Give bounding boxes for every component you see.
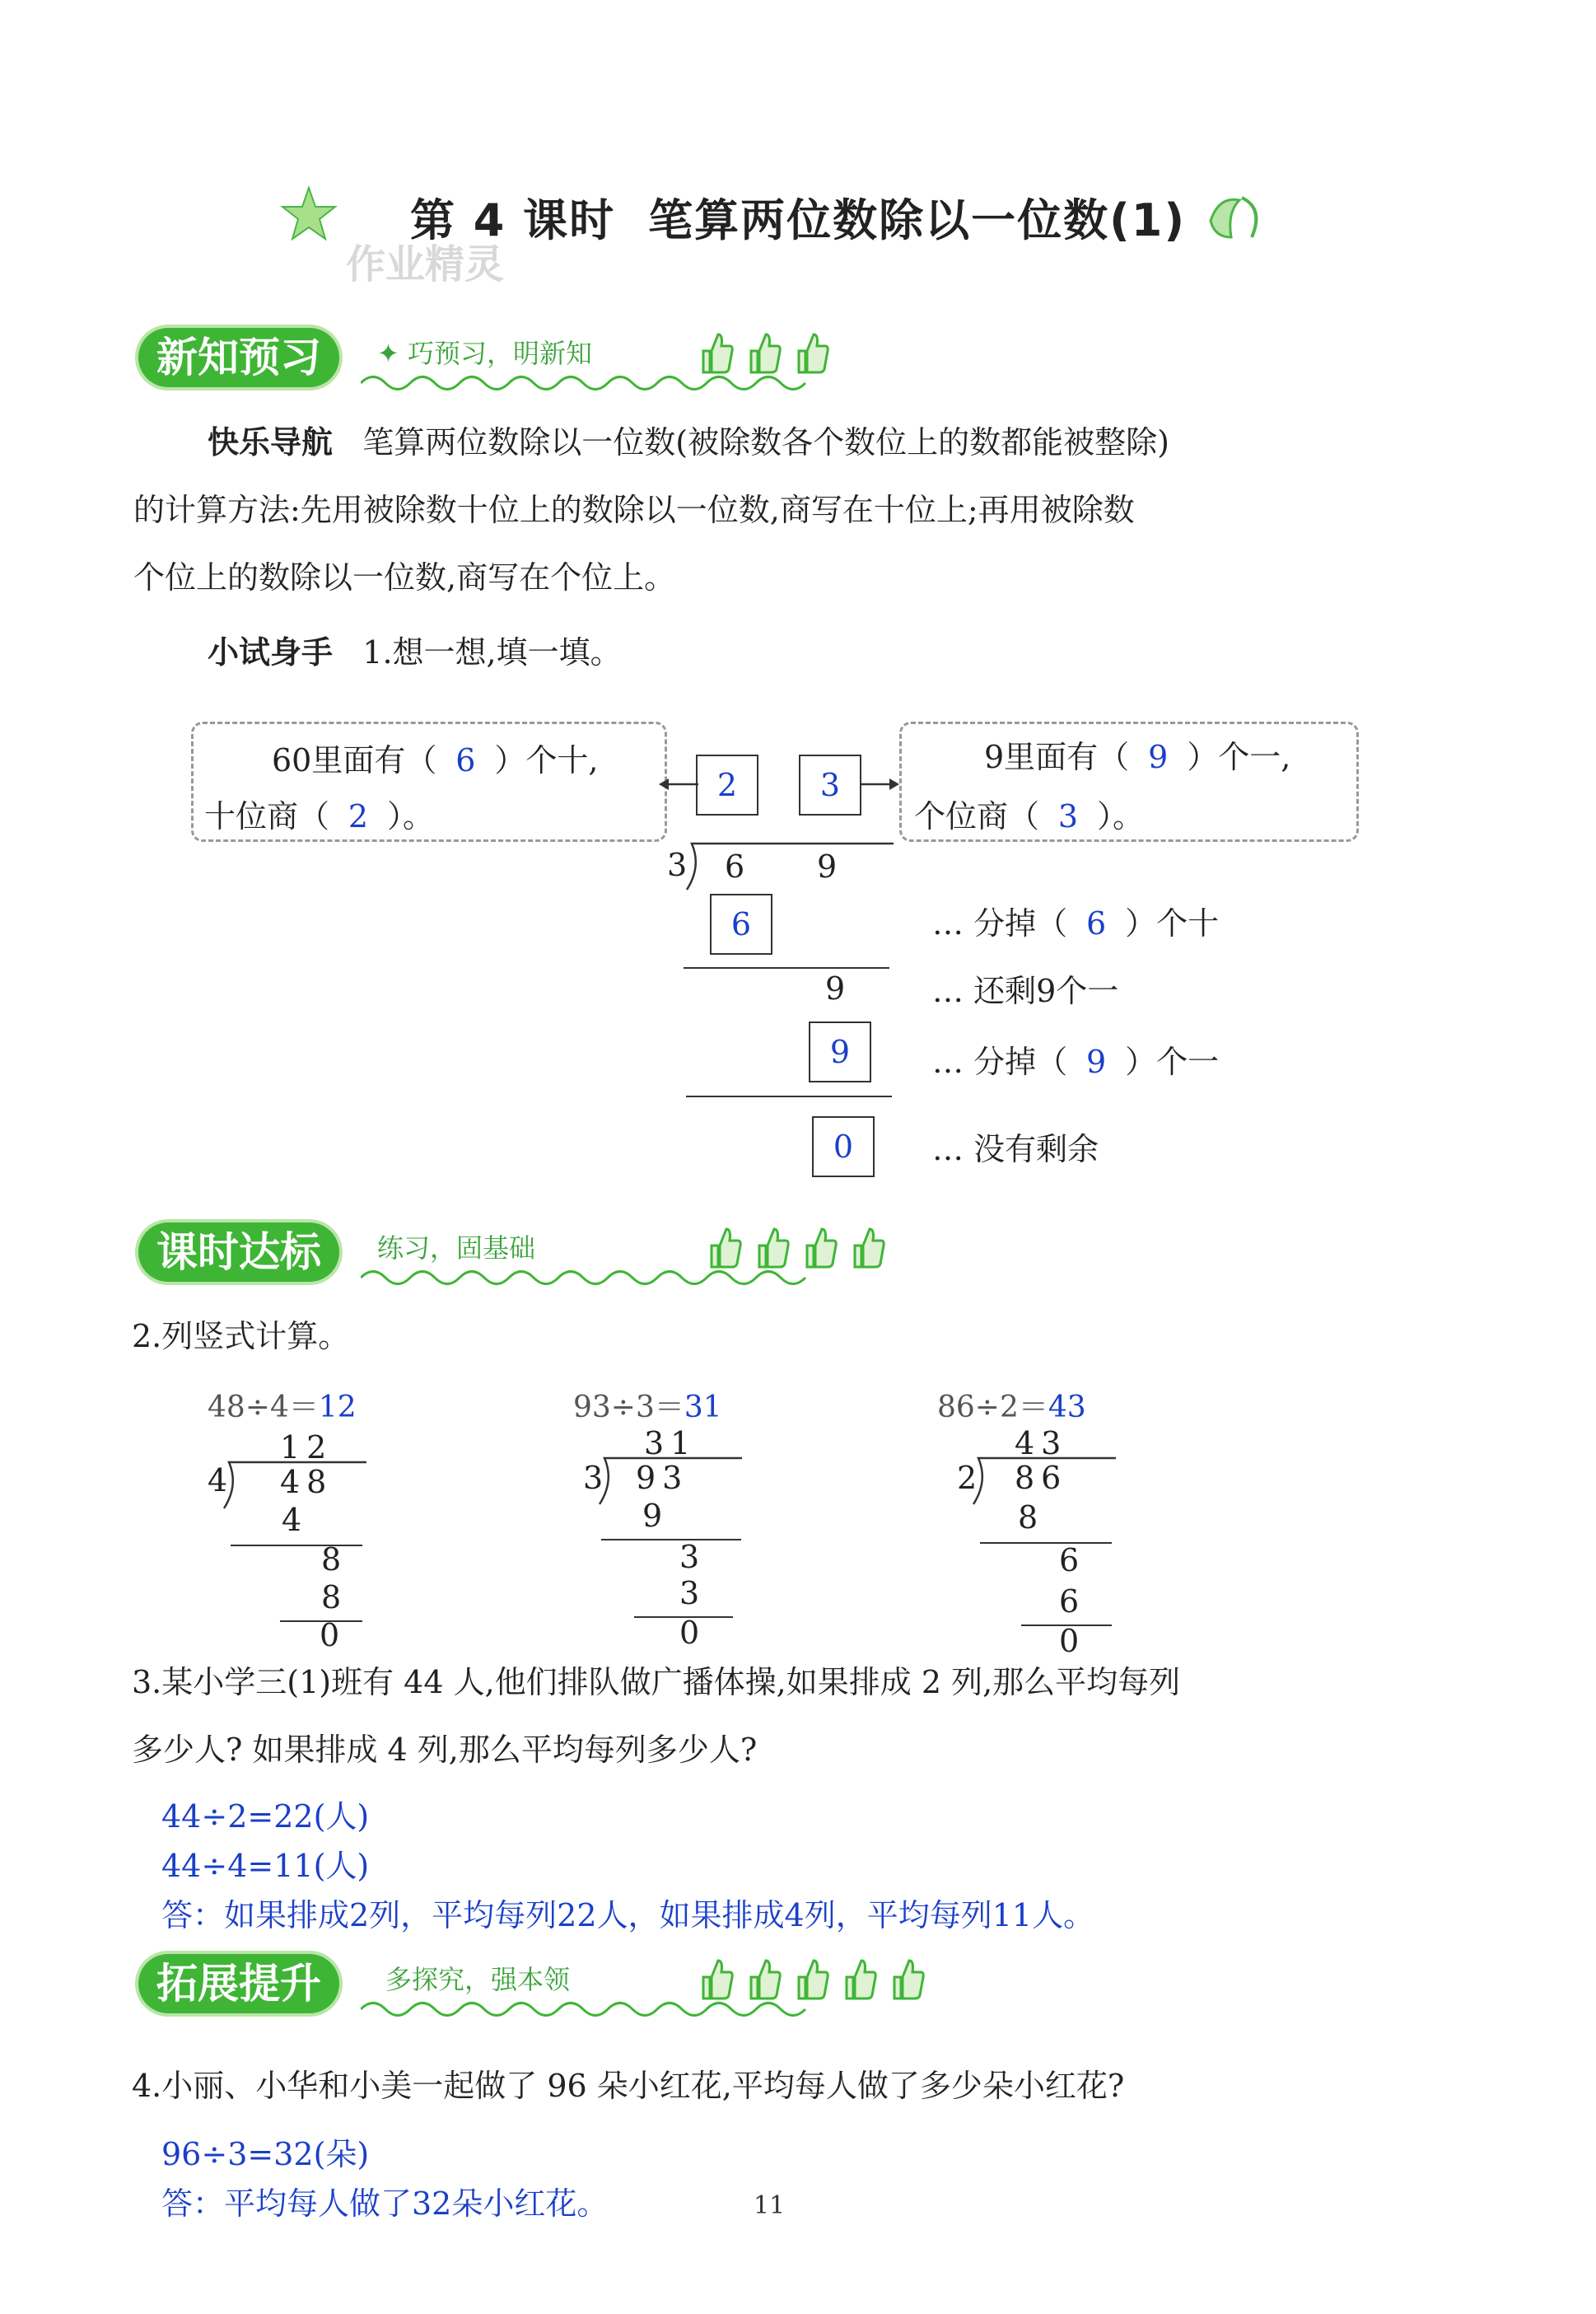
note-3: … 分掉（ 9 ）个一 xyxy=(932,1044,1220,1080)
section-slogan: ✦ 巧预习，明新知 xyxy=(377,338,592,369)
ones-text-line2: 个位商（ 3 ）。 xyxy=(914,798,1145,834)
thumbs-up-icon xyxy=(794,330,830,376)
thumbs-up-icon xyxy=(794,1956,830,2002)
question-3 xyxy=(132,1648,1482,1784)
trial-label: 小试身手 xyxy=(208,634,334,671)
page-title xyxy=(0,185,1596,249)
divisor: 3 xyxy=(667,847,688,883)
expr-1: 48÷4＝12 xyxy=(208,1391,357,1424)
guide-line-3: 个位上的数除以一位数,商写在个位上。 xyxy=(133,559,676,596)
answer-blank: 2 xyxy=(348,798,369,834)
page-number: 11 xyxy=(754,2191,786,2220)
guide-line-1: 笔算两位数除以一位数(被除数各个数位上的数都能被整除) xyxy=(362,424,1169,460)
thumbs-up-icon xyxy=(707,1224,743,1270)
section-banner-extension xyxy=(138,1954,1003,2020)
q4-answer-1: 96÷3=32(朵) xyxy=(161,2136,370,2172)
thumbs-up-icon xyxy=(746,330,782,376)
tens-text-line2: 十位商（ 2 ）。 xyxy=(204,798,435,834)
section-slogan: 练习，固基础 xyxy=(377,1232,536,1264)
quotient-ones-box: 3 xyxy=(799,755,861,816)
guide-label: 快乐导航 xyxy=(208,424,334,460)
answer-blank: 6 xyxy=(455,742,476,778)
divider-line xyxy=(684,967,889,969)
ones-text-line1: 9里面有（ 9 ）个一, xyxy=(984,739,1291,775)
note-2: … 还剩9个一 xyxy=(932,973,1119,1009)
q4-answer-2: 答：平均每人做了32朵小红花。 xyxy=(161,2185,609,2222)
question-1: 1.想一想,填一填。 xyxy=(362,634,622,671)
guide-paragraph xyxy=(133,408,1468,612)
divider-line xyxy=(686,1096,892,1097)
trial-heading xyxy=(208,618,622,687)
section-badge: 新知预习 xyxy=(138,328,339,387)
section-badge: 拓展提升 xyxy=(138,1954,339,2013)
section-banner-practice xyxy=(138,1222,962,1288)
q3-answer-2: 44÷4=11(人) xyxy=(161,1848,370,1884)
q3-line-2: 多少人? 如果排成 4 列,那么平均每列多少人? xyxy=(132,1732,758,1768)
dividend-ones: 9 xyxy=(817,848,838,885)
question-2: 2.列竖式计算。 xyxy=(132,1318,350,1354)
thumbs-up-icon xyxy=(698,330,735,376)
guide-line-2: 的计算方法:先用被除数十位上的数除以一位数,商写在十位上;再用被除数 xyxy=(133,492,1135,528)
answer-blank: 9 xyxy=(1148,739,1169,775)
tens-text-line1: 60里面有（ 6 ）个十, xyxy=(272,742,599,778)
question-4: 4.小丽、小华和小美一起做了 96 朵小红花,平均每人做了多少朵小红花? xyxy=(132,2068,1125,2104)
subtract-tens-box: 6 xyxy=(710,894,772,955)
section-badge: 课时达标 xyxy=(138,1222,339,1282)
lesson-number: 第 4 课时 xyxy=(409,194,616,246)
arrow-right-icon xyxy=(858,774,899,794)
arrow-left-icon xyxy=(659,774,700,794)
answer-blank: 3 xyxy=(1057,798,1079,834)
vertical-calc-1: 12 4 48 4 8 8 0 xyxy=(198,1429,395,1660)
thumbs-up-icon xyxy=(850,1224,886,1270)
subtract-ones-box: 9 xyxy=(809,1021,871,1082)
section-banner-preview xyxy=(138,328,880,394)
quotient-tens-box: 2 xyxy=(696,755,758,816)
division-bracket xyxy=(684,842,898,891)
section-slogan: 多探究，强本领 xyxy=(385,1964,571,1995)
dividend-tens: 6 xyxy=(725,848,745,885)
thumbs-up-icon xyxy=(754,1224,791,1270)
thumbs-up-icon xyxy=(842,1956,878,2002)
q3-answer-1: 44÷2=22(人) xyxy=(161,1798,370,1835)
vertical-calc-2: 31 3 93 9 3 3 0 xyxy=(576,1425,774,1656)
final-remainder-box: 0 xyxy=(812,1116,875,1177)
note-1: … 分掉（ 6 ）个十 xyxy=(932,905,1220,942)
q3-answer-3: 答：如果排成2列，平均每列22人，如果排成4列，平均每列11人。 xyxy=(161,1897,1095,1933)
thumbs-up-icon xyxy=(746,1956,782,2002)
q3-line-1: 3.某小学三(1)班有 44 人,他们排队做广播体操,如果排成 2 列,那么平均每列 xyxy=(132,1664,1181,1700)
vertical-calc-3: 43 2 86 8 6 6 0 xyxy=(939,1425,1136,1672)
expr-2: 93÷3＝31 xyxy=(573,1391,722,1424)
lesson-topic: 笔算两位数除以一位数(1) xyxy=(648,194,1187,246)
watermark: 作业精灵 xyxy=(346,241,505,287)
remainder-ones: 9 xyxy=(825,970,846,1007)
thumbs-up-icon xyxy=(889,1956,926,2002)
thumbs-up-icon xyxy=(802,1224,838,1270)
title-leaf-icon xyxy=(1202,188,1268,249)
note-4: … 没有剩余 xyxy=(932,1131,1099,1167)
expr-3: 86÷2＝43 xyxy=(937,1391,1086,1424)
thumbs-up-icon xyxy=(698,1956,735,2002)
